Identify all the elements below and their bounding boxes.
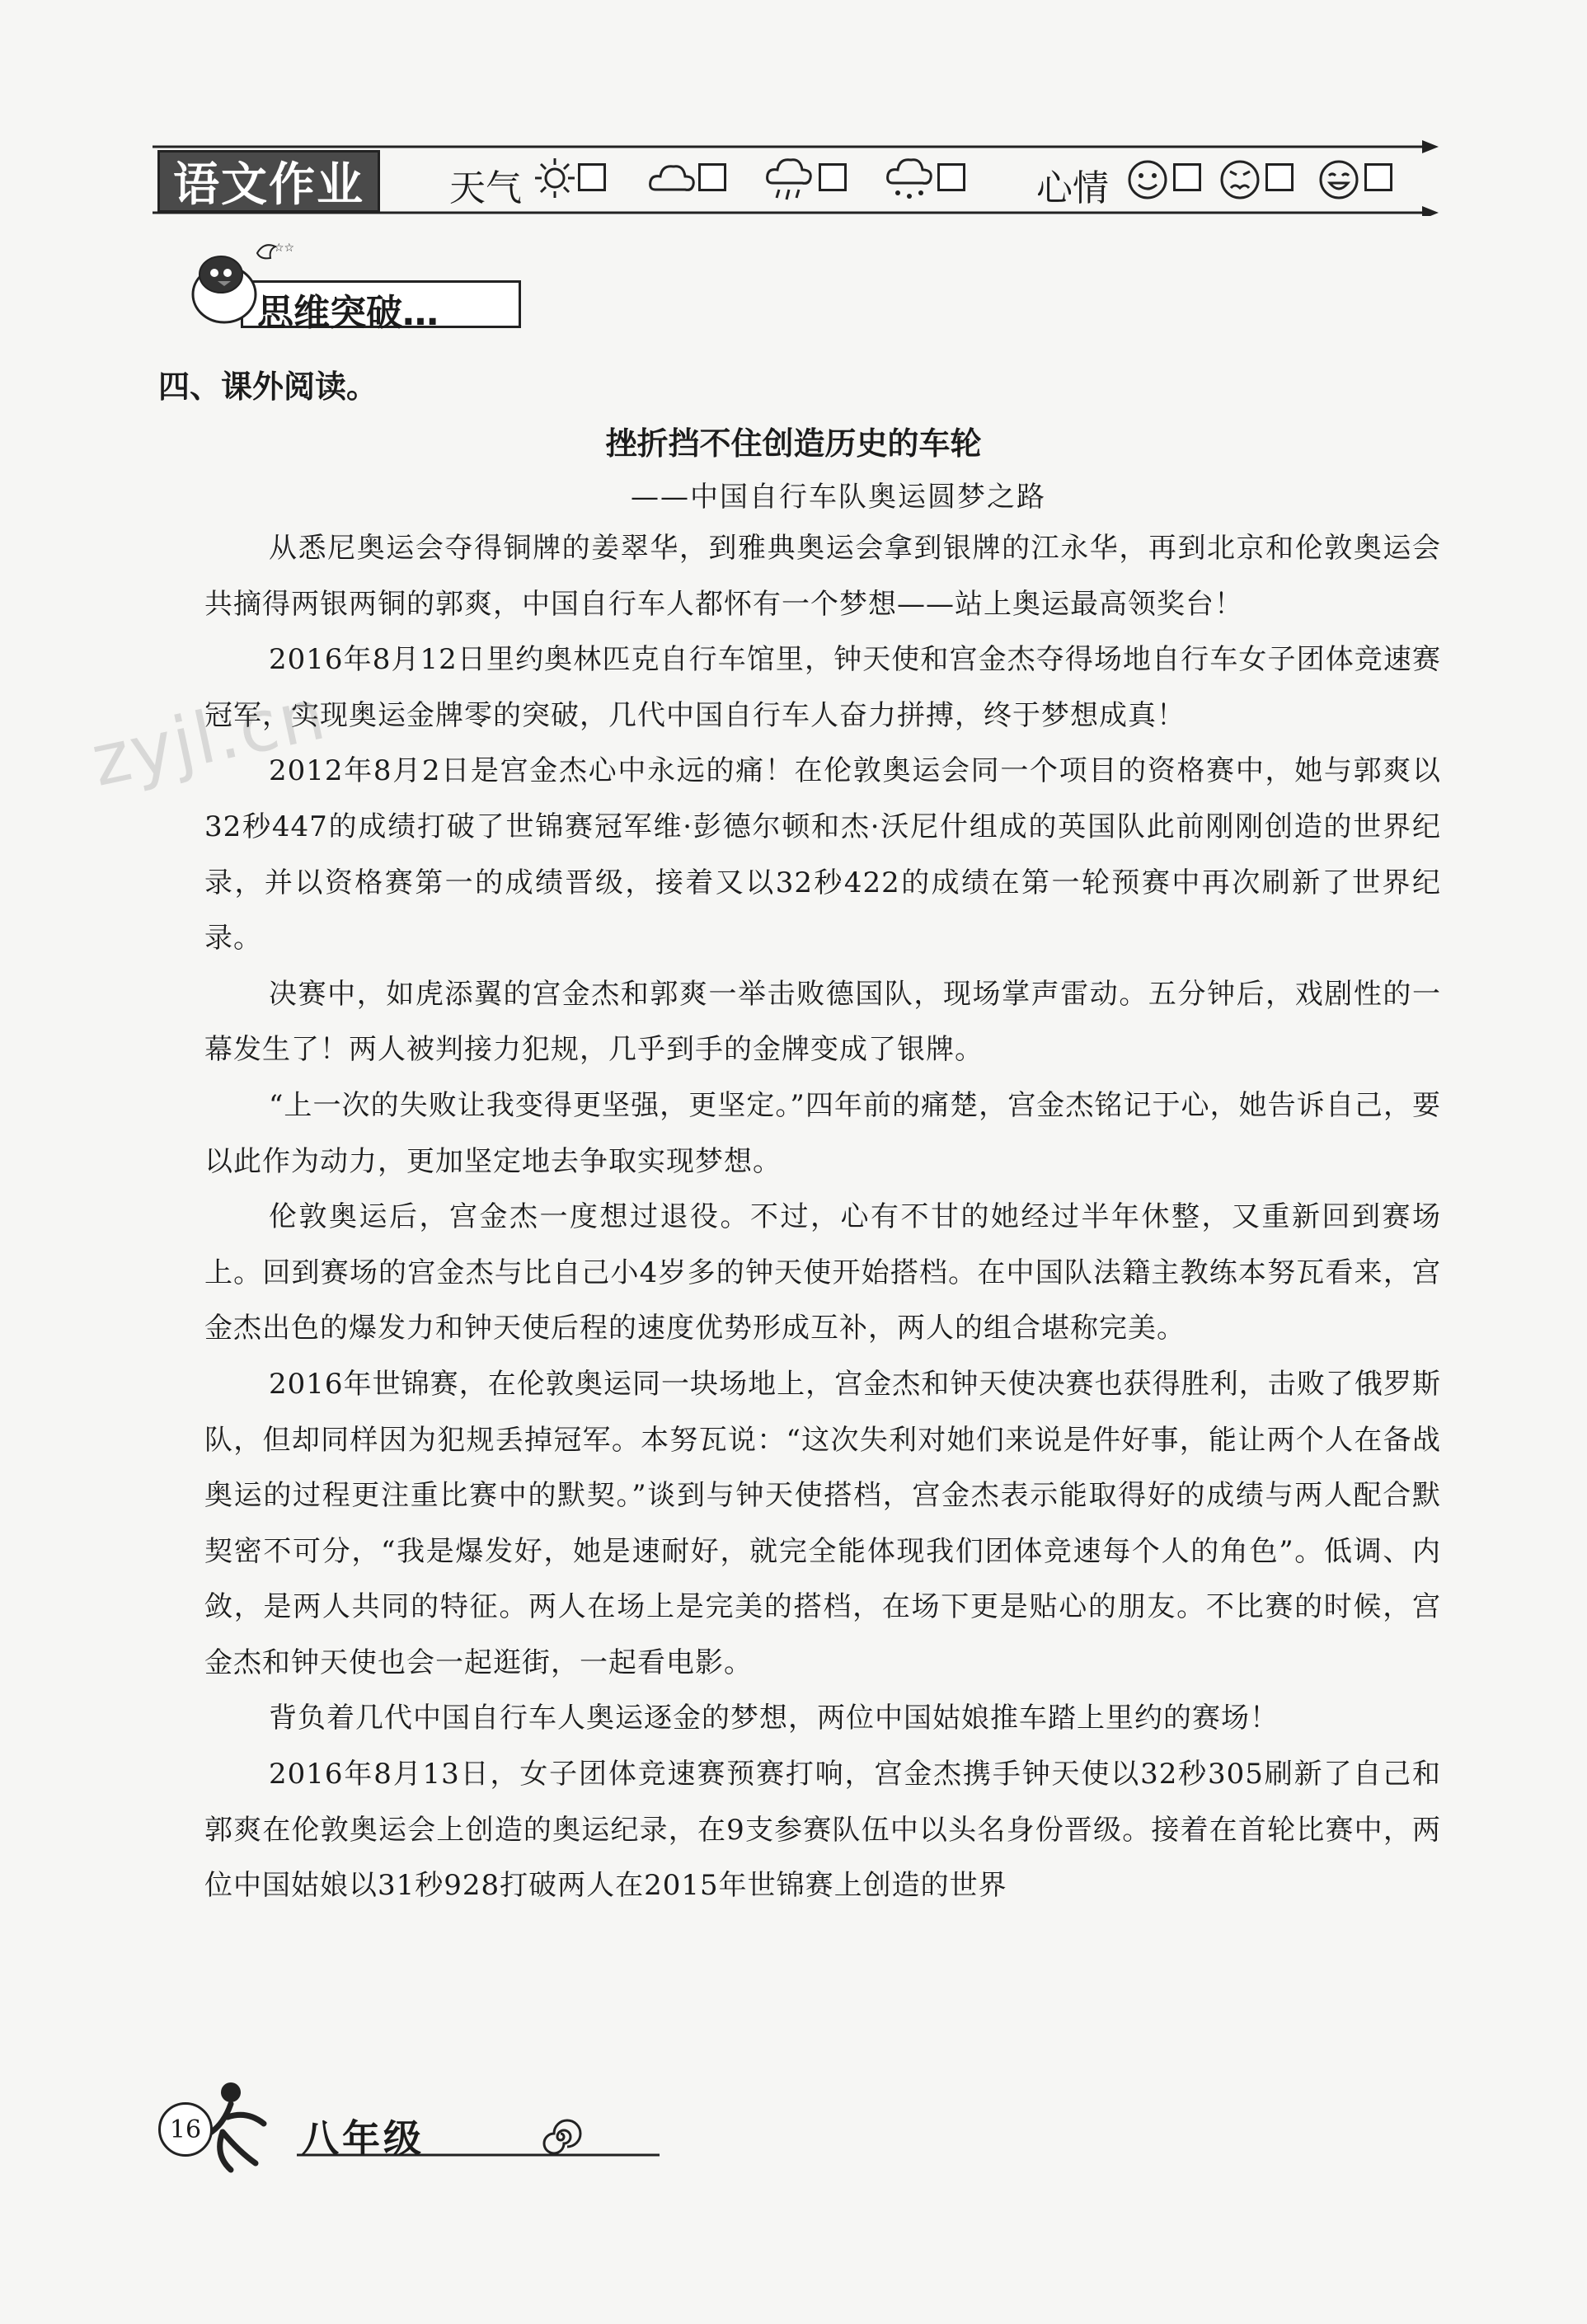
- section-badge: [181, 235, 519, 334]
- paragraph: 从悉尼奥运会夺得铜牌的姜翠华，到雅典奥运会拿到银牌的江永华，再到北京和伦敦奥运会共摘得两银两铜的郭爽，中国自行车人都怀有一个梦想——站上奥运最高领奖台！: [204, 532, 1441, 621]
- weather-sunny-checkbox[interactable]: [578, 163, 606, 191]
- article-body: [204, 521, 1441, 1914]
- cloud-icon: [647, 153, 697, 203]
- rain-cloud-icon: [764, 153, 817, 206]
- weather-rainy-checkbox[interactable]: [819, 163, 847, 191]
- mood-label: 心情: [1036, 167, 1109, 209]
- mood-worried-checkbox[interactable]: [1265, 163, 1294, 191]
- sun-icon: [533, 153, 576, 203]
- article-title: 挫折挡不住创造历史的车轮: [605, 425, 982, 462]
- paragraph: 背负着几代中国自行车人奥运逐金的梦想，两位中国姑娘推车踏上里约的赛场！: [269, 1702, 1279, 1735]
- subject-label: 语文作业: [157, 150, 380, 213]
- weather-cloudy-checkbox[interactable]: [698, 163, 726, 191]
- paragraph: 决赛中，如虎添翼的宫金杰和郭爽一举击败德国队，现场掌声雷动。五分钟后，戏剧性的一幕发生了！两人被判接力犯规，几乎到手的金牌变成了银牌。: [204, 977, 1441, 1067]
- runner-figure-icon: [198, 2078, 305, 2176]
- happy-face-icon: [1124, 153, 1171, 203]
- spiral-icon: [536, 2112, 585, 2162]
- paragraph: 2016年8月12日里约奥林匹克自行车馆里，钟天使和宫金杰夺得场地自行车女子团体竞速赛冠军，实现奥运金牌零的突破，几代中国自行车人奋力拼搏，终于梦想成真！: [204, 643, 1441, 732]
- section-heading: 四、课外阅读。: [158, 369, 378, 405]
- worried-face-icon: [1216, 153, 1264, 203]
- weather-snowy-checkbox[interactable]: [937, 163, 965, 191]
- watermark: zyjl.cn: [84, 673, 334, 803]
- paragraph: 2016年8月13日，女子团体竞速赛预赛打响，宫金杰携手钟天使以32秒305刷新了自己和郭爽在伦敦奥运会上创造的奥运纪录，在9支参赛队伍中以头名身份晋级。接着在首轮比赛中，两位中国姑娘以31秒928打破两人在2015年世锦赛上创造的世界: [204, 1758, 1441, 1903]
- page-number: 16: [158, 2102, 213, 2157]
- footer-underline: [297, 2150, 684, 2160]
- mood-happy-checkbox[interactable]: [1173, 163, 1201, 191]
- weather-label: 天气: [449, 167, 522, 209]
- header-band: [153, 140, 1439, 216]
- paragraph: 伦敦奥运后，宫金杰一度想过退役。不过，心有不甘的她经过半年休整，又重新回到赛场上。回到赛场的宫金杰与比自己小4岁多的钟天使开始搭档。在中国队法籍主教练本努瓦看来，宫金杰出色的爆发力和钟天使后程的速度优势形成互补，两人的组合堪称完美。: [204, 1200, 1441, 1345]
- svg-text:☆☆: ☆☆: [274, 242, 295, 255]
- paragraph: 2012年8月2日是宫金杰心中永远的痛！在伦敦奥运会同一个项目的资格赛中，她与郭爽以32秒447的成绩打破了世锦赛冠军维·彭德尔顿和杰·沃尼什组成的英国队此前刚刚创造的世界纪录，并以资格赛第一的成绩晋级，接着又以32秒422的成绩在第一轮预赛中再次刷新了世界纪录。: [204, 754, 1441, 955]
- snow-cloud-icon: [885, 153, 937, 206]
- article-subtitle: ——中国自行车队奥运圆梦之路: [631, 481, 1046, 514]
- paragraph: 2016年世锦赛，在伦敦奥运同一块场地上，宫金杰和钟天使决赛也获得胜利，击败了俄罗斯队，但却同样因为犯规丢掉冠军。本努瓦说：“这次失利对她们来说是件好事，能让两个人在备战奥运的过程更注重比赛中的默契。”谈到与钟天使搭档，宫金杰表示能取得好的成绩与两人配合默契密不可分，“我是爆发好，她是速耐好，就完全能体现我们团体竞速每个人的角色”。低调、内敛，是两人共同的特征。两人在场上是完美的搭档，在场下更是贴心的朋友。不比赛的时候，宫金杰和钟天使也会一起逛街，一起看电影。: [204, 1367, 1441, 1679]
- paragraph: “上一次的失败让我变得更坚强，更坚定。”四年前的痛楚，宫金杰铭记于心，她告诉自己，要以此作为动力，更加坚定地去争取实现梦想。: [204, 1088, 1441, 1178]
- smile-face-icon: [1315, 153, 1363, 203]
- grade-label: 八年级: [301, 2116, 425, 2161]
- page-footer: [148, 2078, 594, 2176]
- mood-smile-checkbox[interactable]: [1364, 163, 1392, 191]
- badge-label: 思维突破…: [257, 292, 439, 334]
